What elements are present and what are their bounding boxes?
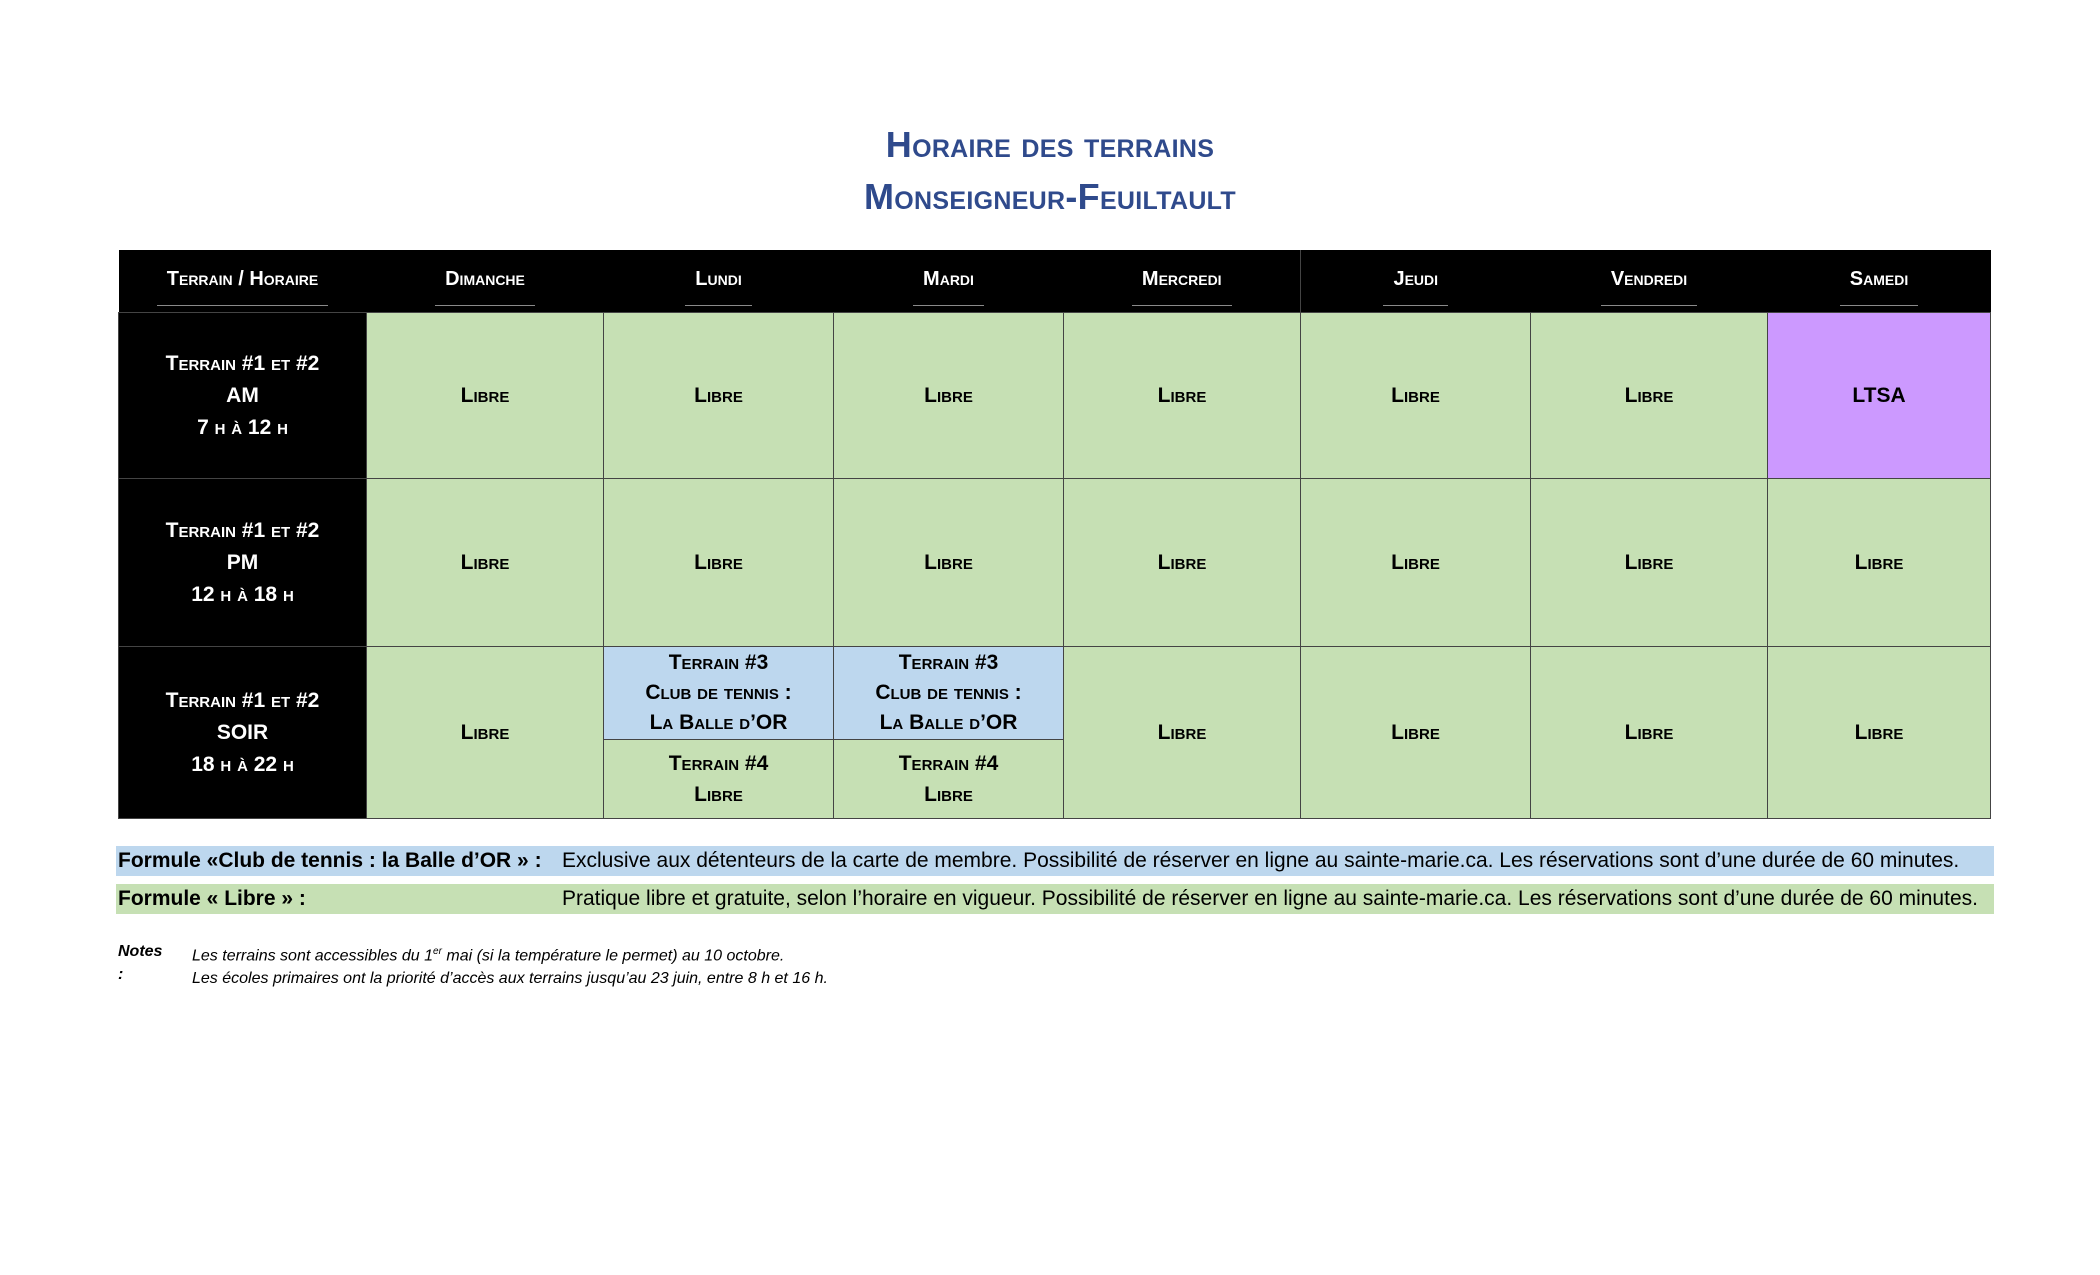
notes-label: Notes : xyxy=(118,943,163,983)
terrain4-slot-mardi: Terrain #4 Libre xyxy=(834,740,1063,818)
formula-club-label: Formule «Club de tennis : la Balle d’OR » : xyxy=(118,849,542,872)
cell-soir-mercredi: Libre xyxy=(1064,647,1301,819)
row-header-soir: Terrain #1 et #2 SOIR 18 h à 22 h xyxy=(119,647,367,819)
terrain4-slot-lundi: Terrain #4 Libre xyxy=(604,740,833,818)
cell-pm-mardi: Libre xyxy=(834,479,1064,647)
formula-libre-row xyxy=(116,884,1994,914)
notes-text xyxy=(192,940,828,990)
cell-pm-lundi: Libre xyxy=(604,479,834,647)
club-slot-mardi: Terrain #3 Club de tennis : La Balle d’OR xyxy=(834,647,1063,740)
club-slot-lundi: Terrain #3 Club de tennis : La Balle d’OR xyxy=(604,647,833,740)
formula-club-row xyxy=(116,846,1994,876)
page-subtitle: Monseigneur-Feuiltault xyxy=(864,176,1236,217)
cell-am-dimanche: Libre xyxy=(367,313,604,479)
cell-soir-samedi: Libre xyxy=(1768,647,1991,819)
cell-am-mercredi: Libre xyxy=(1064,313,1301,479)
formula-libre-text: Pratique libre et gratuite, selon l’horaire en vigueur. Possibilité de réserver en ligne au sainte-marie.ca. Les réservations sont d’une durée de 60 minutes. xyxy=(562,887,1978,910)
note-line-1: Les terrains sont accessibles du 1er mai (si la température le permet) au 10 octobre. xyxy=(192,946,785,965)
cell-pm-jeudi: Libre xyxy=(1301,479,1531,647)
table-row-am xyxy=(119,313,1991,479)
formula-club-text: Exclusive aux détenteurs de la carte de membre. Possibilité de réserver en ligne au sainte-marie.ca. Les réservations sont d’une durée de 60 minutes. xyxy=(562,849,1960,872)
cell-soir-lundi xyxy=(604,647,834,819)
cell-soir-dimanche: Libre xyxy=(367,647,604,819)
cell-am-samedi: LTSA xyxy=(1768,313,1991,479)
col-header-dimanche: Dimanche xyxy=(367,250,604,313)
col-header-mardi: Mardi xyxy=(834,250,1064,313)
cell-am-lundi: Libre xyxy=(604,313,834,479)
page-title: Horaire des terrains xyxy=(885,124,1215,165)
cell-soir-mardi xyxy=(834,647,1064,819)
col-header-mercredi: Mercredi xyxy=(1064,250,1301,313)
col-header-terrain: Terrain / Horaire xyxy=(119,250,367,313)
cell-am-jeudi: Libre xyxy=(1301,313,1531,479)
table-row-pm xyxy=(119,479,1991,647)
col-header-vendredi: Vendredi xyxy=(1531,250,1768,313)
cell-soir-vendredi: Libre xyxy=(1531,647,1768,819)
col-header-lundi: Lundi xyxy=(604,250,834,313)
note-line-2: Les écoles primaires ont la priorité d’accès aux terrains jusqu’au 23 juin, entre 8 h et 16 h. xyxy=(192,970,828,988)
col-header-jeudi: Jeudi xyxy=(1301,250,1531,313)
table-row-soir xyxy=(119,647,1991,819)
row-header-pm: Terrain #1 et #2 PM 12 h à 18 h xyxy=(119,479,367,647)
cell-pm-dimanche: Libre xyxy=(367,479,604,647)
cell-am-mardi: Libre xyxy=(834,313,1064,479)
cell-pm-samedi: Libre xyxy=(1768,479,1991,647)
cell-soir-jeudi: Libre xyxy=(1301,647,1531,819)
cell-am-vendredi: Libre xyxy=(1531,313,1768,479)
cell-pm-mercredi: Libre xyxy=(1064,479,1301,647)
header-row xyxy=(119,250,1991,313)
schedule-table xyxy=(118,250,1991,819)
row-header-am: Terrain #1 et #2 AM 7 h à 12 h xyxy=(119,313,367,479)
cell-pm-vendredi: Libre xyxy=(1531,479,1768,647)
formula-libre-label: Formule « Libre » : xyxy=(118,887,306,910)
col-header-samedi: Samedi xyxy=(1768,250,1991,313)
